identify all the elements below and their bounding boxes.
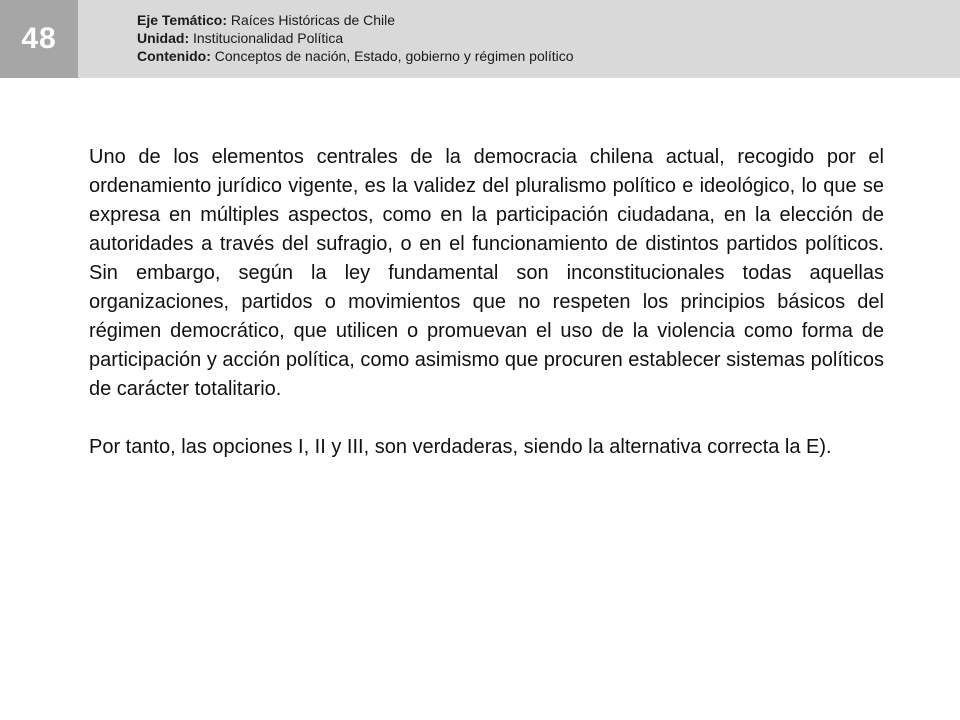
- slide-number-box: [0, 0, 78, 78]
- meta-contenido: [137, 47, 574, 65]
- meta-eje-tematico: [137, 11, 574, 29]
- body-paragraph-explanation: Uno de los elementos centrales de la democracia chilena actual, recogido por el ordenamiento jurídico vigente, es la validez del pluralismo político e ideológico, lo que se expresa en múltiples aspectos, como en la participación ciudadana, en la elección de autoridades a través del sufragio, o en el funcionamiento de distintos partidos políticos. Sin embargo, según la ley fundamental son inconstitucionales todas aquellas organizaciones, partidos o movimientos que no respeten los principios básicos del régimen democrático, que utilicen o promuevan el uso de la violencia como forma de participación y acción política, como asimismo que procuren establecer sistemas políticos de carácter totalitario.: [89, 146, 884, 400]
- meta-unidad: [137, 29, 574, 47]
- slide-number: 48: [21, 22, 57, 55]
- meta-value: Institucionalidad Política: [189, 30, 344, 46]
- meta-label: Eje Temático:: [137, 12, 227, 28]
- body-paragraph-conclusion: Por tanto, las opciones I, II y III, son verdaderas, siendo la alternativa correcta la E).: [89, 436, 832, 458]
- meta-label: Unidad:: [137, 30, 190, 46]
- body-content: [89, 143, 884, 462]
- meta-value: Conceptos de nación, Estado, gobierno y régimen político: [210, 48, 574, 64]
- meta-label: Contenido:: [137, 48, 211, 64]
- meta-value: Raíces Históricas de Chile: [227, 12, 396, 28]
- header-meta: [137, 11, 574, 65]
